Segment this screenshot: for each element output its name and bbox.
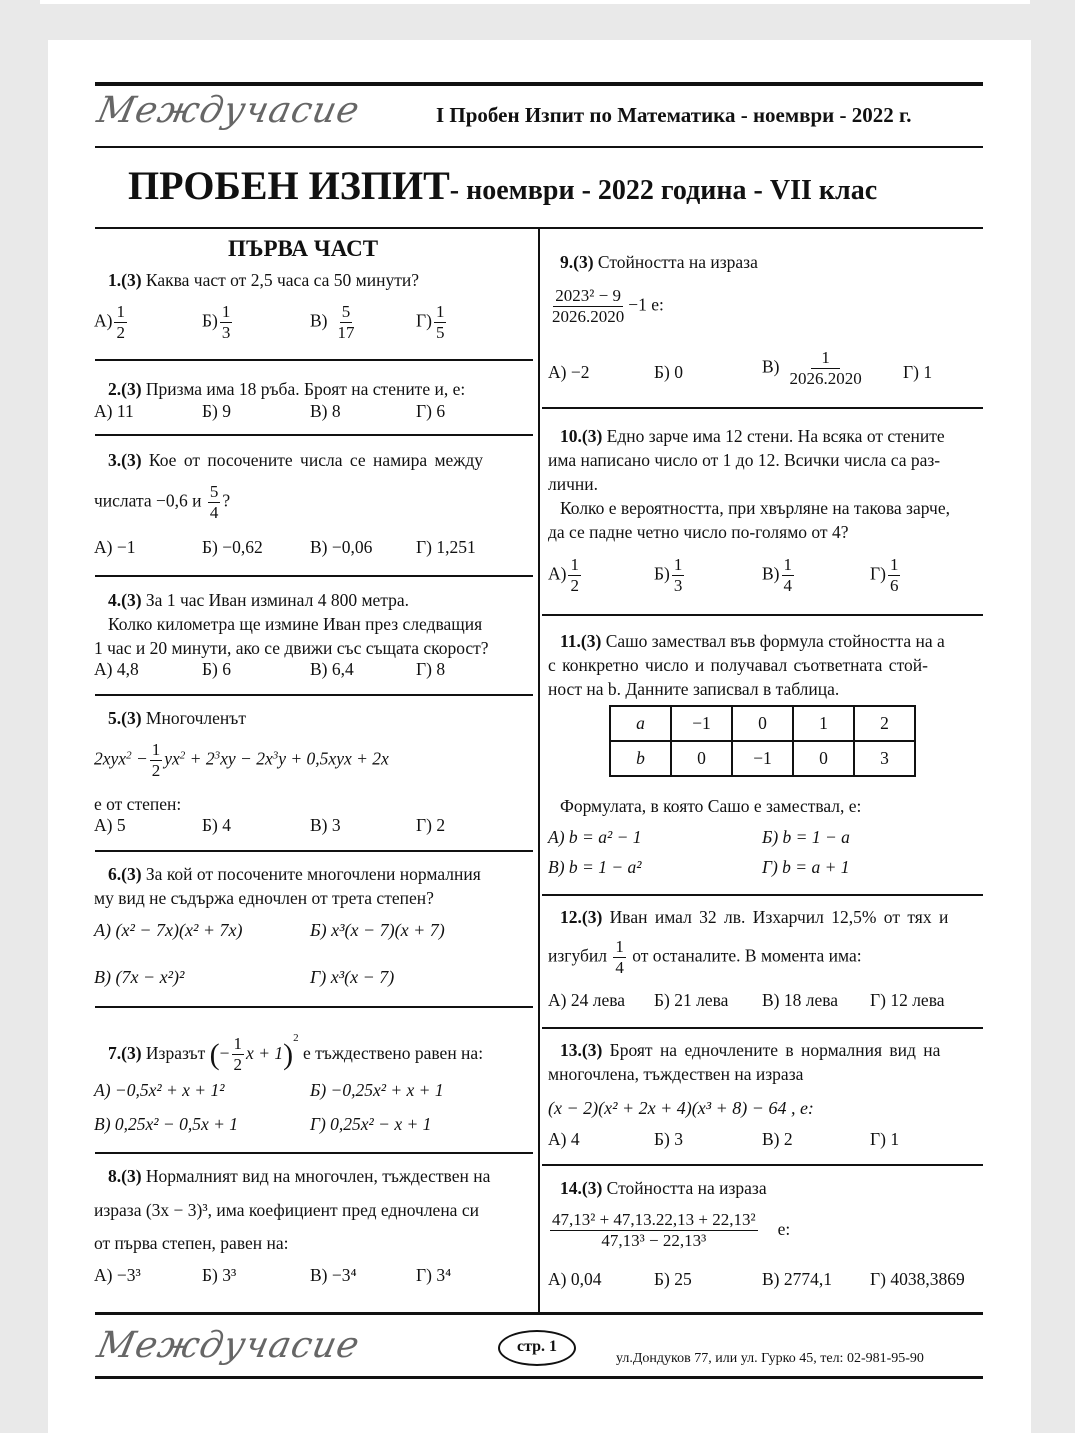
q4-option-d: Г) 8 <box>416 659 446 679</box>
q12-option-b: Б) 21 лева <box>654 990 729 1010</box>
q3-line2: числата −0,6 и $\frac{5}{4}$ ? <box>94 482 231 522</box>
q-divider <box>542 894 983 896</box>
table-cell: −1 <box>732 741 793 776</box>
q11-line4: Формулата, в която Сашо е замествал, е: <box>560 796 862 816</box>
q9-option-a: А) −2 <box>548 362 590 382</box>
q8-text: 8.(3) Нормалният вид на многочлен, тъждествен на <box>108 1166 491 1186</box>
q11-option-c: В) b = 1 − a² <box>548 857 642 877</box>
q10-line5: да се падне четно число по-голямо от 4? <box>548 522 849 542</box>
q5-expression: 2xyx$^2$ − $\frac{1}{2}$ $yx^2 + 2^3xy - 2x^3y + 0,5xyx + 2x$ <box>94 740 389 780</box>
page-number: стр. 1 <box>498 1330 576 1366</box>
q12-line2: изгубил $\frac{1}{4}$ от останалите. В момента има: <box>548 937 862 977</box>
q1-option-a: А) $\frac{1}{2}$ <box>94 302 125 342</box>
q9-expression: $\frac{\text{2023² − 9}}{2026.2020}$ −1 е: <box>552 286 664 326</box>
q14-option-b: Б) 25 <box>654 1269 692 1289</box>
values-table <box>609 705 916 777</box>
q11-text: 11.(3) Сашо замествал във формула стойността на a <box>560 631 945 651</box>
q9-option-d: Г) 1 <box>903 362 933 382</box>
q2-option-a: А) 11 <box>94 401 134 421</box>
q-divider <box>95 434 533 436</box>
header-rule-mid <box>95 146 983 148</box>
table-cell: 3 <box>854 741 915 776</box>
q4-option-c: В) 6,4 <box>310 659 354 679</box>
q6-option-a: А) (x² − 7x)(x² + 7x) <box>94 920 243 940</box>
header-logo: Междучасие <box>93 90 364 131</box>
q2-option-b: Б) 9 <box>202 401 232 421</box>
q12-option-d: Г) 12 лева <box>870 990 945 1010</box>
table-row <box>610 706 915 741</box>
q5-line3: е от степен: <box>94 794 182 814</box>
q11-option-a: А) b = a² − 1 <box>548 827 642 847</box>
q10-line3: лични. <box>548 474 599 494</box>
q3-option-a: А) −1 <box>94 537 136 557</box>
q4-option-a: А) 4,8 <box>94 659 139 679</box>
part-title: ПЪРВА ЧАСТ <box>228 236 379 261</box>
q13-expression: (x − 2)(x² + 2x + 4)(x³ + 8) − 64 , е: <box>548 1098 814 1118</box>
q10-option-c: В) $\frac{1}{4}$ <box>762 555 792 595</box>
q8-line2: израза (3x − 3)³, има коефициент пред едночлена си <box>94 1200 479 1220</box>
footer-rule-top <box>95 1312 983 1315</box>
table-cell: 0 <box>732 706 793 741</box>
table-cell: 0 <box>671 741 732 776</box>
q10-line2: има написано число от 1 до 12. Всички числа са раз- <box>548 450 941 470</box>
q4-option-b: Б) 6 <box>202 659 232 679</box>
column-divider <box>538 227 540 1313</box>
q12-option-c: В) 18 лева <box>762 990 839 1010</box>
q7-text: 7.(3) Изразът (− $\frac{1}{2}$ x + 1)$^2$ е тъждествено равен на: <box>108 1032 484 1075</box>
page-title-sub: - ноември - 2022 година - VII клас <box>449 175 878 206</box>
q14-option-d: Г) 4038,3869 <box>870 1269 965 1289</box>
q13-option-c: В) 2 <box>762 1129 793 1149</box>
footer-logo: Междучасие <box>93 1325 364 1366</box>
q3-text: 3.(3) Кое от посочените числа се намира между <box>108 450 484 470</box>
table-cell: 1 <box>793 706 854 741</box>
q5-text: 5.(3) Многочленът <box>108 708 246 728</box>
top-strip <box>0 0 1075 8</box>
q2-option-d: Г) 6 <box>416 401 446 421</box>
q5-option-c: В) 3 <box>310 815 341 835</box>
q11-line2: с конкретно число и получавал съответната стой- <box>548 655 928 675</box>
q2-text: 2.(3) Призма има 18 ръба. Броят на стените и, е: <box>108 379 466 399</box>
q13-option-a: А) 4 <box>548 1129 580 1149</box>
q10-line4: Колко е вероятността, при хвърляне на такова зарче, <box>560 498 950 518</box>
q2-option-c: В) 8 <box>310 401 341 421</box>
q6-line2: му вид не съдържа едночлен от трета степен? <box>94 888 434 908</box>
q5-option-b: Б) 4 <box>202 815 232 835</box>
q6-option-d: Г) x³(x − 7) <box>310 967 395 987</box>
q5-option-d: Г) 2 <box>416 815 446 835</box>
q8-option-d: Г) 3⁴ <box>416 1265 452 1285</box>
q14-option-c: В) 2774,1 <box>762 1269 832 1289</box>
q8-option-b: Б) 3³ <box>202 1265 237 1285</box>
q14-option-a: А) 0,04 <box>548 1269 602 1289</box>
q7-option-a: А) −0,5x² + x + 1² <box>94 1080 225 1100</box>
header-rule-top <box>95 82 983 86</box>
q-divider <box>95 359 533 361</box>
q-divider <box>542 407 983 409</box>
exam-page <box>48 40 1031 1433</box>
q7-option-d: Г) 0,25x² − x + 1 <box>310 1114 432 1134</box>
table-cell: −1 <box>671 706 732 741</box>
q6-option-c: В) (7x − x²)² <box>94 967 185 987</box>
q5-option-a: А) 5 <box>94 815 126 835</box>
q-divider <box>542 1027 983 1029</box>
header-title: I Пробен Изпит по Математика - ноември - 2022 г. <box>436 103 912 127</box>
q11-line3: ност на b. Данните записвал в таблица. <box>548 679 840 699</box>
q6-option-b: Б) x³(x − 7)(x + 7) <box>310 920 445 940</box>
table-cell: 2 <box>854 706 915 741</box>
q10-option-d: Г) $\frac{1}{6}$ <box>870 555 899 595</box>
q-divider <box>95 575 533 577</box>
q12-option-a: А) 24 лева <box>548 990 626 1010</box>
q4-line3: 1 час и 20 минути, ако се движи със същата скорост? <box>94 638 489 658</box>
q-divider <box>95 1006 533 1008</box>
q3-option-b: Б) −0,62 <box>202 537 263 557</box>
table-cell: b <box>610 741 671 776</box>
q7-option-c: В) 0,25x² − 0,5x + 1 <box>94 1114 239 1134</box>
table-row <box>610 741 915 776</box>
q-divider <box>542 1164 983 1166</box>
q14-expression: $\frac{\text{47,13² + 47,13.22,13 + 22,13²}}{\text{47,13³ − 22,13³}}$ е: <box>552 1210 791 1250</box>
q8-option-c: В) −3⁴ <box>310 1265 357 1285</box>
q4-line2: Колко километра ще измине Иван през следващия <box>108 614 483 634</box>
q10-option-b: Б) $\frac{1}{3}$ <box>654 555 683 595</box>
q7-option-b: Б) −0,25x² + x + 1 <box>310 1080 444 1100</box>
q4-text: 4.(3) За 1 час Иван изминал 4 800 метра. <box>108 590 410 610</box>
table-cell: 0 <box>793 741 854 776</box>
q10-option-a: А) $\frac{1}{2}$ <box>548 555 579 595</box>
q14-text: 14.(3) Стойността на израза <box>560 1178 767 1198</box>
q3-option-d: Г) 1,251 <box>416 537 476 557</box>
q9-option-c: В) $\frac{1}{2026.2020}$ <box>762 348 862 388</box>
q1-option-b: Б) $\frac{1}{3}$ <box>202 302 231 342</box>
q10-text: 10.(3) Едно зарче има 12 стени. На всяка от стените <box>560 426 945 446</box>
q-divider <box>542 614 983 616</box>
footer-rule-bottom <box>95 1376 983 1379</box>
q6-text: 6.(3) За кой от посочените многочлени нормалния <box>108 864 481 884</box>
q11-option-d: Г) b = a + 1 <box>762 857 850 877</box>
q1-option-c: В) $\frac{5}{17}$ <box>310 302 355 342</box>
page-title-main: ПРОБЕН ИЗПИТ <box>128 163 450 208</box>
q13-option-d: Г) 1 <box>870 1129 900 1149</box>
q12-text: 12.(3) Иван имал 32 лв. Изхарчил 12,5% от тях и <box>560 907 949 927</box>
q-divider <box>95 1152 533 1154</box>
q13-text: 13.(3) Броят на едночлените в нормалния вид на <box>560 1040 941 1060</box>
footer-address: ул.Дондуков 77, или ул. Гурко 45, тел: 02-981-95-90 <box>616 1351 924 1366</box>
q11-option-b: Б) b = 1 − a <box>762 827 850 847</box>
q13-line2: многочлена, тъждествен на израза <box>548 1064 804 1084</box>
page-title <box>128 162 877 209</box>
q8-line3: от първа степен, равен на: <box>94 1233 289 1253</box>
q8-option-a: А) −3³ <box>94 1265 141 1285</box>
q1-option-d: Г) $\frac{1}{5}$ <box>416 302 445 342</box>
q1-text: 1.(3) Каква част от 2,5 часа са 50 минути? <box>108 270 419 290</box>
q9-text: 9.(3) Стойността на израза <box>560 252 758 272</box>
q9-option-b: Б) 0 <box>654 362 684 382</box>
q-divider <box>95 850 533 852</box>
table-cell: a <box>610 706 671 741</box>
q3-option-c: В) −0,06 <box>310 537 373 557</box>
q13-option-b: Б) 3 <box>654 1129 684 1149</box>
q-divider <box>95 694 533 696</box>
